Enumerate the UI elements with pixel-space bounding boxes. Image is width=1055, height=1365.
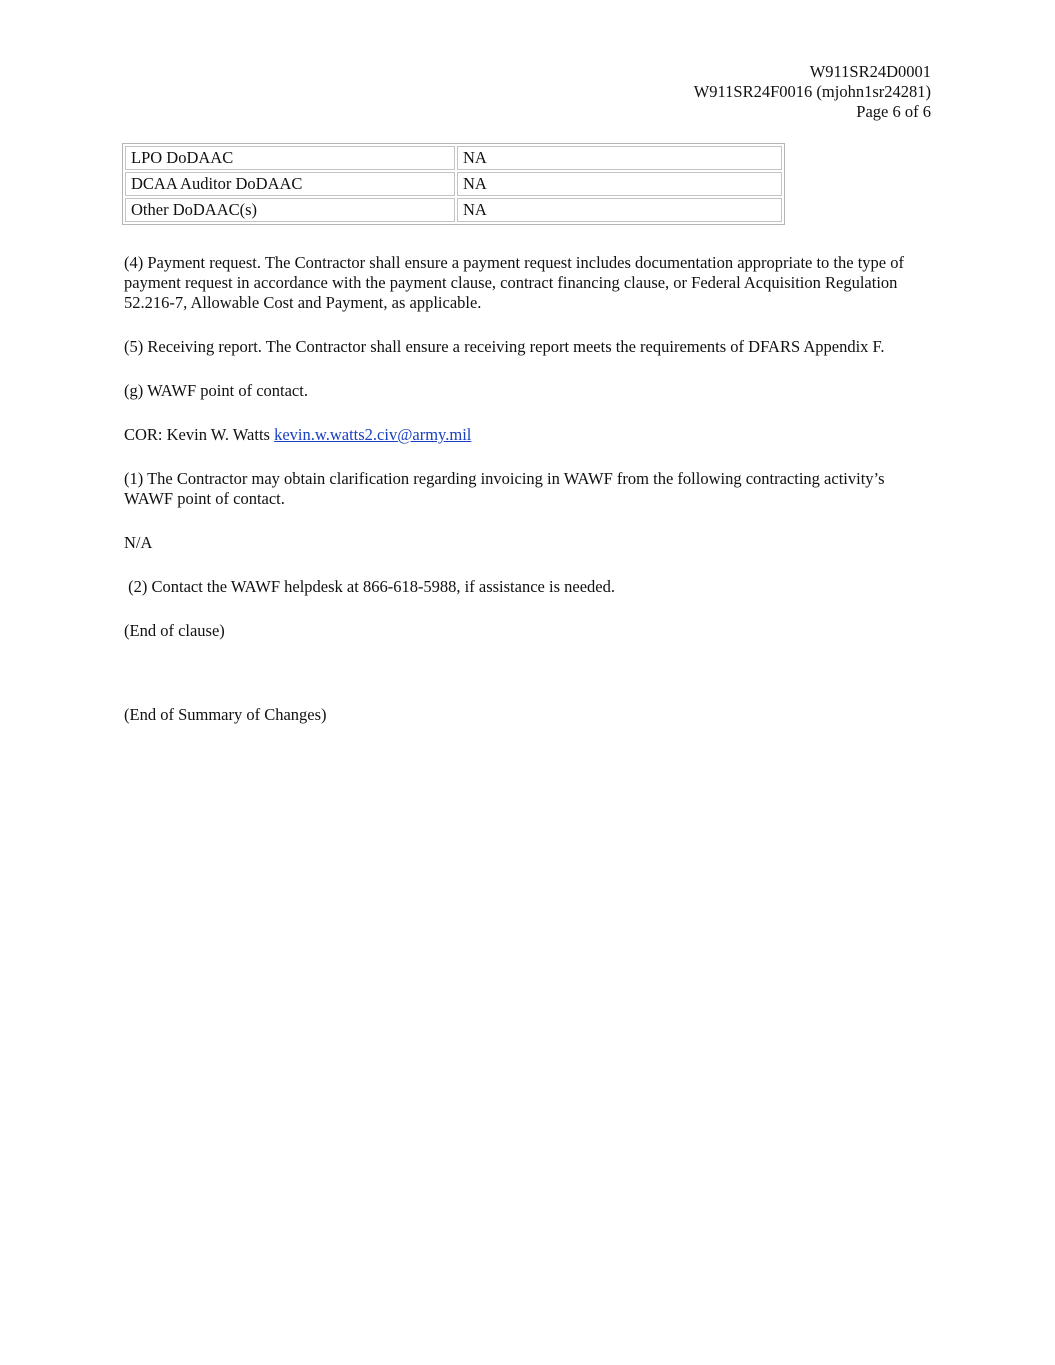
page-number: Page 6 of 6 [856, 102, 931, 121]
cor-email-link[interactable]: kevin.w.watts2.civ@army.mil [274, 425, 472, 444]
wawf-poc-heading: (g) WAWF point of contact. [124, 381, 308, 400]
end-of-summary: (End of Summary of Changes) [124, 705, 327, 724]
page-header [694, 62, 931, 122]
contract-number: W911SR24D0001 [809, 62, 931, 81]
end-of-clause: (End of clause) [124, 621, 225, 640]
na-text: N/A [124, 533, 153, 552]
helpdesk-paragraph: (2) Contact the WAWF helpdesk at 866-618-5988, if assistance is needed. [124, 577, 615, 596]
dodaac-table [122, 143, 785, 225]
table-row [125, 172, 782, 196]
table-cell-value: NA [457, 172, 782, 196]
table-row [125, 146, 782, 170]
clarification-paragraph: (1) The Contractor may obtain clarification regarding invoicing in WAWF from the following contracting activity’s WAWF point of contact. [124, 469, 885, 508]
table-row [125, 198, 782, 222]
order-number: W911SR24F0016 (mjohn1sr24281) [693, 82, 931, 101]
table-cell-label: Other DoDAAC(s) [125, 198, 455, 222]
cor-line [124, 425, 932, 445]
payment-request-paragraph: (4) Payment request. The Contractor shall ensure a payment request includes documentation appropriate to the type of payment request in accordance with the payment clause, contract financing clause, or Federal Acquisition Regulation 52.216-7, Allowable Cost and Payment, as applicable. [124, 253, 904, 312]
receiving-report-paragraph: (5) Receiving report. The Contractor shall ensure a receiving report meets the requirements of DFARS Appendix F. [124, 337, 885, 356]
table-cell-label: LPO DoDAAC [125, 146, 455, 170]
cor-name: COR: Kevin W. Watts [124, 425, 275, 444]
table-cell-value: NA [457, 146, 782, 170]
table-cell-value: NA [457, 198, 782, 222]
table-cell-label: DCAA Auditor DoDAAC [125, 172, 455, 196]
